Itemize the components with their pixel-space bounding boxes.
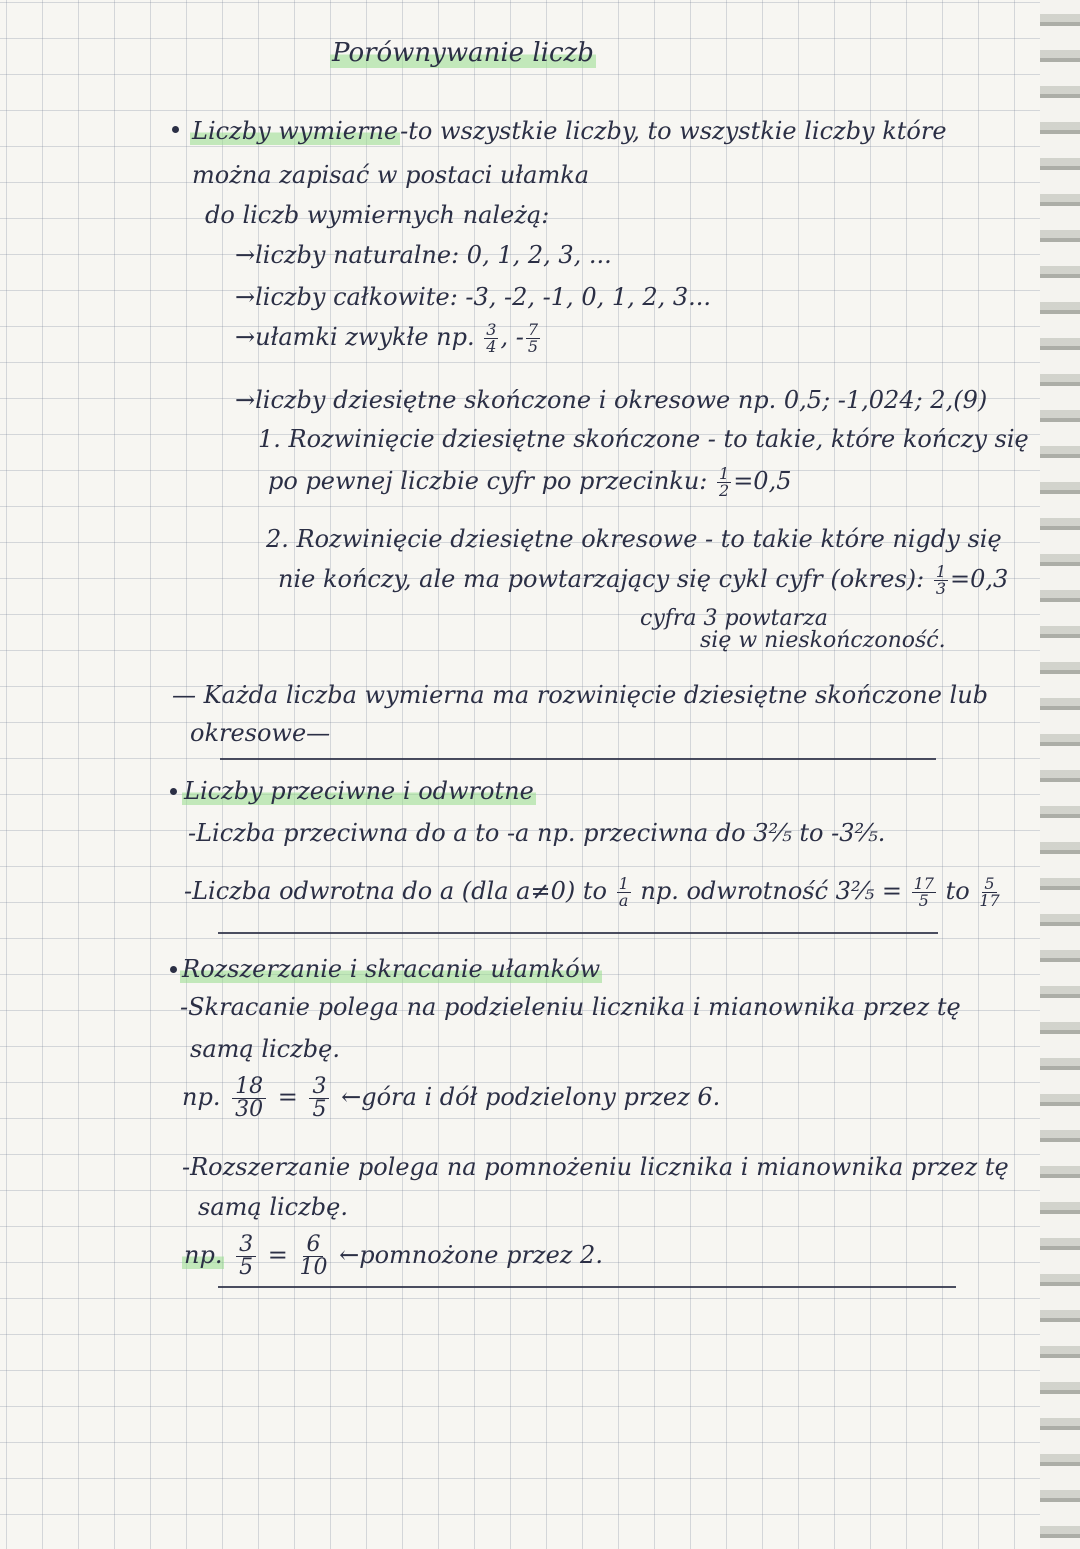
sub-point-1-line-2: po pewnej liczbie cyfr po przecinku: $\frac{1}{2}$ =0,5 (268, 464, 792, 500)
list-item-fractions: →ułamki zwykłe np. $\frac{3}{4}$ , - $\frac{7}{5}$ (235, 320, 539, 356)
section-heading-fractions: Rozszerzanie i skracanie ułamków (182, 955, 601, 983)
sub-point-2-line-1: 2. Rozwinięcie dziesiętne okresowe - to takie które nigdy się (266, 525, 1002, 553)
bullet (172, 126, 179, 133)
divider (218, 1286, 956, 1288)
divider (218, 932, 938, 934)
list-item-decimals: →liczby dziesiętne skończone i okresowe np. 0,5; -1,024; 2,(9) (235, 386, 988, 414)
divider (220, 758, 936, 760)
summary-line-1: — Każda liczba wymierna ma rozwinięcie dziesiętne skończone lub (172, 681, 989, 709)
section-heading-opposite-inverse: Liczby przeciwne i odwrotne (184, 777, 534, 805)
definition-line-3: do liczb wymiernych należą: (205, 201, 550, 229)
definition-line-1: Liczby wymierne-to wszystkie liczby, to wszystkie liczby które (192, 117, 947, 145)
reducing-line-2: samą liczbę. (190, 1035, 340, 1063)
expanding-line-2: samą liczbę. (198, 1193, 348, 1221)
definition-line-2: można zapisać w postaci ułamka (192, 161, 590, 189)
sub-point-2-line-2: nie kończy, ale ma powtarzający się cykl cyfr (okres): $\frac{1}{3}$ =0,3 (278, 562, 1009, 598)
list-item-natural: →liczby naturalne: 0, 1, 2, 3, ... (235, 241, 612, 269)
expanding-example: np. $\frac{3}{5}$ = $\frac{6}{10}$ ←pomnożone przez 2. (184, 1232, 603, 1280)
period-note-2: się w nieskończoność. (700, 628, 946, 653)
period-note-1: cyfra 3 powtarza (640, 606, 828, 631)
bullet (170, 788, 177, 795)
summary-line-2: okresowe— (190, 719, 331, 747)
opposite-number-line: -Liczba przeciwna do a to -a np. przeciwna do 3⅖ to -3⅖. (188, 819, 886, 847)
list-item-integer: →liczby całkowite: -3, -2, -1, 0, 1, 2, 3... (235, 283, 712, 311)
sub-point-1-line-1: 1. Rozwinięcie dziesiętne skończone - to takie, które kończy się (258, 425, 1029, 453)
expanding-line-1: -Rozszerzanie polega na pomnożeniu licznika i mianownika przez tę (182, 1153, 1009, 1181)
page-title: Porównywanie liczb (332, 38, 594, 68)
reducing-example: np. $\frac{18}{30}$ = $\frac{3}{5}$ ←góra i dół podzielony przez 6. (182, 1074, 721, 1122)
bullet (170, 966, 177, 973)
inverse-number-line: -Liczba odwrotna do a (dla a≠0) to $\frac{1}{a}$ np. odwrotność 3⅖ = $\frac{17}{5}$ to $\frac{5}{17}$ (184, 874, 1000, 910)
spiral-binding (1040, 0, 1080, 1549)
reducing-line-1: -Skracanie polega na podzieleniu licznika i mianownika przez tę (180, 993, 961, 1021)
